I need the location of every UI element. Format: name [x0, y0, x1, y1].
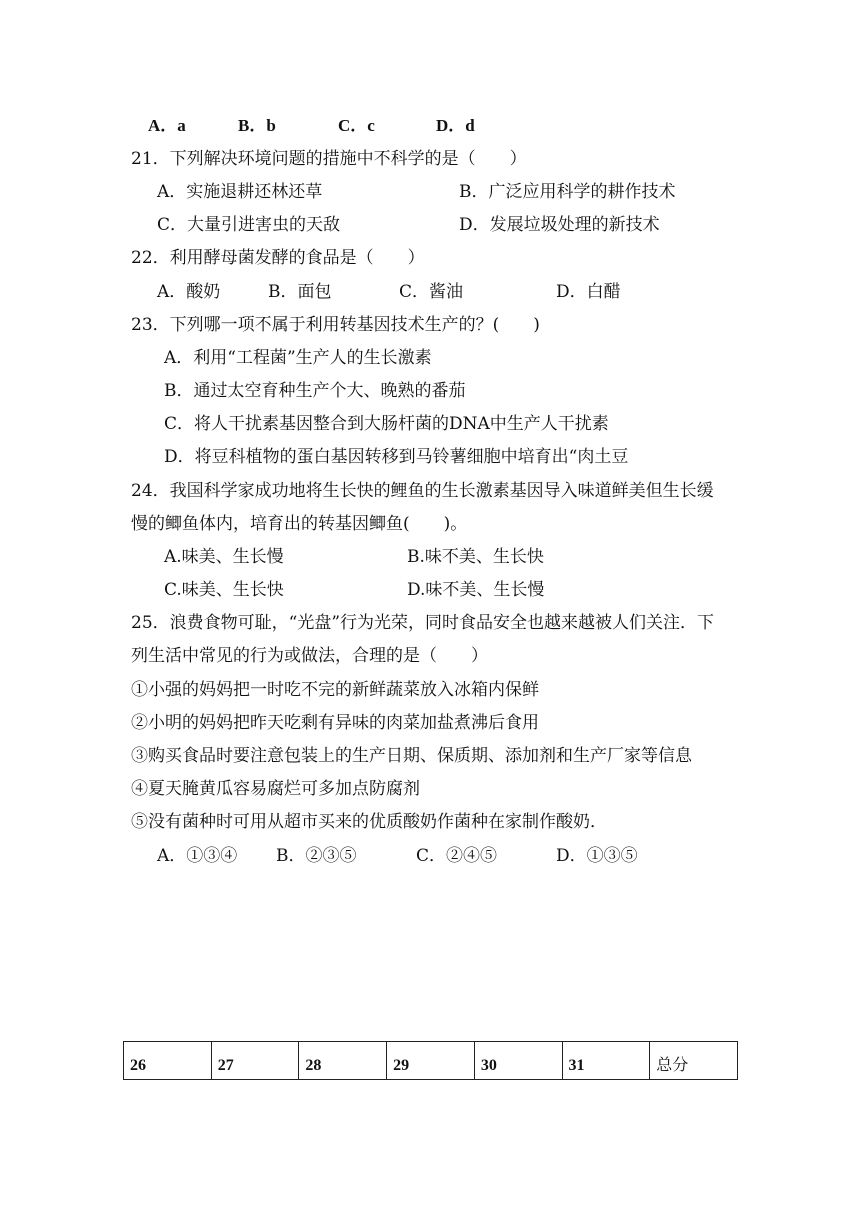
- q25-option-c: C．②④⑤: [416, 846, 498, 866]
- q23-stem: 23．下列哪一项不属于利用转基因技术生产的？( ): [131, 315, 540, 335]
- q25-option-d: D．①③⑤: [556, 846, 638, 866]
- q24-option-b: B.味不美、生长快: [407, 547, 544, 567]
- score-cell-31: 31: [562, 1042, 650, 1080]
- q24-stem-line2: 慢的鲫鱼体内，培育出的转基因鲫鱼( )。: [131, 514, 468, 534]
- score-table-header-row: [124, 1042, 738, 1080]
- q22-option-b: B．面包: [268, 282, 332, 302]
- q22-option-a: A．酸奶: [157, 282, 221, 302]
- q21-option-a: A．实施退耕还林还草: [157, 182, 323, 202]
- q24-option-c: C.味美、生长快: [164, 580, 284, 600]
- q25-option-a: A．①③④: [157, 846, 238, 866]
- q22-option-c: C．酱油: [399, 282, 464, 302]
- score-cell-28: 28: [299, 1042, 387, 1080]
- q24-option-a: A.味美、生长慢: [164, 547, 284, 567]
- q22-stem: 22．利用酵母菌发酵的食品是（ ）: [131, 248, 425, 268]
- q21-stem: 21．下列解决环境问题的措施中不科学的是（ ）: [131, 149, 527, 169]
- q23-option-a: A．利用“工程菌”生产人的生长激素: [164, 348, 432, 368]
- score-cell-26: 26: [124, 1042, 212, 1080]
- q23-option-d: D．将豆科植物的蛋白基因转移到马铃薯细胞中培育出“肉土豆: [164, 447, 629, 467]
- q25-statement-4: ④夏天腌黄瓜容易腐烂可多加点防腐剂: [131, 779, 420, 799]
- q21-option-c: C．大量引进害虫的天敌: [157, 215, 341, 235]
- q21-option-b: B．广泛应用科学的耕作技术: [459, 182, 676, 202]
- q20-option-a: A．a: [148, 116, 186, 135]
- score-cell-30: 30: [474, 1042, 562, 1080]
- q25-stem-line1: 25．浪费食物可耻，“光盘”行为光荣，同时食品安全也越来越被人们关注．下: [131, 613, 715, 633]
- q24-stem-line1: 24．我国科学家成功地将生长快的鲤鱼的生长激素基因导入味道鲜美但生长缓: [131, 481, 714, 501]
- score-table: [123, 1041, 738, 1080]
- q25-statement-2: ②小明的妈妈把昨天吃剩有异味的肉菜加盐煮沸后食用: [131, 713, 539, 733]
- score-cell-total: 总分: [650, 1042, 738, 1080]
- q25-statement-3: ③购买食品时要注意包装上的生产日期、保质期、添加剂和生产厂家等信息: [131, 746, 692, 766]
- q22-option-d: D．白醋: [556, 282, 621, 302]
- q25-stem-line2: 列生活中常见的行为或做法，合理的是（ ）: [131, 646, 488, 666]
- q24-option-d: D.味不美、生长慢: [407, 580, 545, 600]
- q20-option-d: D．d: [436, 116, 475, 135]
- q23-option-c: C．将人干扰素基因整合到大肠杆菌的DNA中生产人干扰素: [164, 414, 609, 434]
- score-cell-27: 27: [211, 1042, 299, 1080]
- q25-statement-1: ①小强的妈妈把一时吃不完的新鲜蔬菜放入冰箱内保鲜: [131, 680, 539, 700]
- q20-option-c: C．c: [338, 116, 375, 135]
- q25-option-b: B．②③⑤: [276, 846, 357, 866]
- q23-option-b: B．通过太空育种生产个大、晚熟的番茄: [164, 381, 466, 401]
- score-cell-29: 29: [387, 1042, 475, 1080]
- q21-option-d: D．发展垃圾处理的新技术: [459, 215, 660, 235]
- q25-statement-5: ⑤没有菌种时可用从超市买来的优质酸奶作菌种在家制作酸奶．: [131, 812, 607, 832]
- q20-option-b: B．b: [238, 116, 276, 135]
